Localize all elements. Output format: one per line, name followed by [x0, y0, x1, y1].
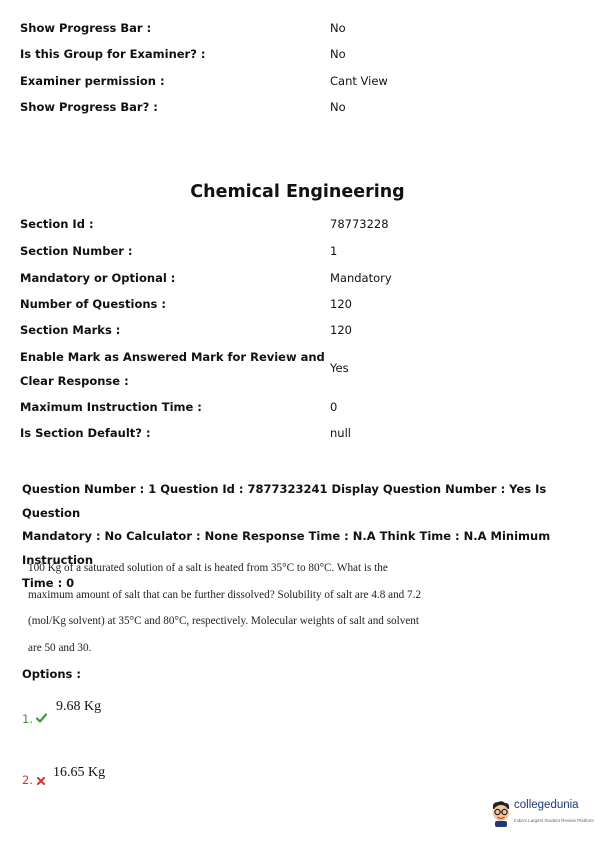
logo-tagline: India's Largest Student Review Platform	[514, 818, 594, 823]
field-label: Section Number :	[20, 244, 133, 258]
field-value: null	[330, 426, 351, 440]
field-label: Section Marks :	[20, 323, 121, 337]
field-label: Examiner permission :	[20, 74, 165, 88]
field-label-line2: Clear Response :	[20, 374, 129, 388]
question-text-line: are 50 and 30.	[28, 641, 92, 654]
field-label: Show Progress Bar :	[20, 21, 152, 35]
field-value: No	[330, 100, 346, 114]
question-meta-line: Mandatory : No Calculator : None Response Time : N.A Think Time : N.A Minimum Instruction	[22, 529, 551, 567]
field-value: 1	[330, 244, 338, 258]
field-label: Number of Questions :	[20, 297, 166, 311]
field-value: Cant View	[330, 74, 388, 88]
field-label: Section Id :	[20, 217, 94, 231]
field-value: 78773228	[330, 217, 389, 231]
option-2-text: 16.65 Kg	[53, 765, 106, 780]
option-2-number: 2.	[22, 773, 33, 787]
field-value: Yes	[330, 361, 349, 375]
field-value: Mandatory	[330, 271, 392, 285]
option-1-number: 1.	[22, 712, 33, 726]
cross-icon	[37, 777, 45, 785]
field-label: Maximum Instruction Time :	[20, 400, 202, 414]
collegedunia-logo	[490, 796, 594, 834]
section-title: Chemical Engineering	[190, 182, 405, 202]
question-text-line: maximum amount of salt that can be further dissolved? Solubility of salt are 4.8 and 7.2	[28, 588, 422, 601]
field-label-line1: Enable Mark as Answered Mark for Review and	[20, 350, 325, 364]
question-text	[28, 555, 448, 661]
field-value: 120	[330, 323, 352, 337]
field-label: Is this Group for Examiner? :	[20, 47, 206, 61]
question-meta-line: Question Number : 1 Question Id : 7877323241 Display Question Number : Yes Is Question	[22, 482, 547, 520]
question-meta-line: Time : 0	[22, 576, 75, 590]
options-label: Options :	[22, 667, 81, 681]
question-text-line: (mol/Kg solvent) at 35°C and 80°C, respectively. Molecular weights of salt and solvent	[28, 615, 420, 627]
field-value: No	[330, 21, 346, 35]
field-label: Is Section Default? :	[20, 426, 151, 440]
option-1-text: 9.68 Kg	[56, 699, 102, 714]
field-value: No	[330, 47, 346, 61]
field-label: Show Progress Bar? :	[20, 100, 158, 114]
field-value: 0	[330, 400, 338, 414]
mascot-icon	[490, 800, 512, 828]
question-text-line: 100 Kg of a saturated solution of a salt is heated from 35°C to 80°C. What is the	[28, 562, 388, 574]
check-icon	[36, 713, 47, 723]
logo-name: collegedunia	[514, 799, 579, 811]
field-label: Mandatory or Optional :	[20, 271, 176, 285]
field-value: 120	[330, 297, 352, 311]
